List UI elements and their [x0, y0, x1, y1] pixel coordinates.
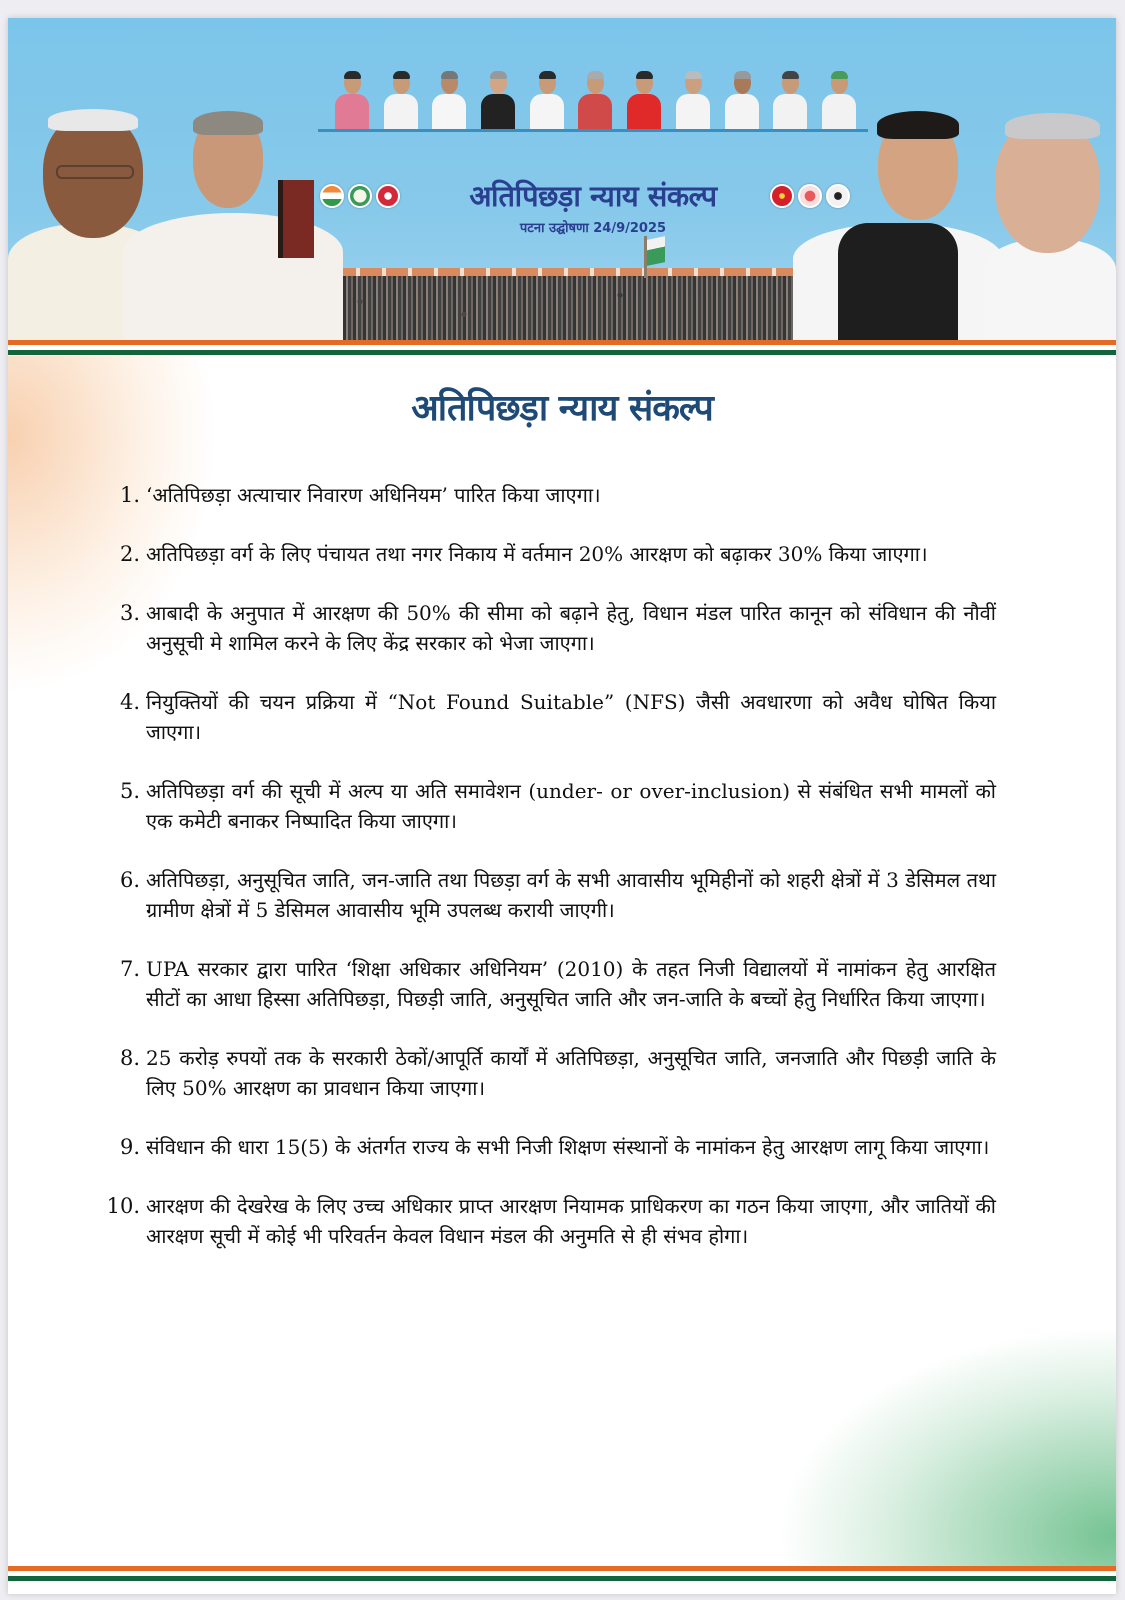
leader-photo — [723, 72, 761, 130]
point-number: 9. — [119, 1135, 140, 1159]
leader-photo — [382, 72, 420, 130]
resolution-point — [96, 865, 996, 925]
point-number: 6. — [119, 868, 140, 892]
leader-portrait-4 — [983, 113, 1116, 340]
tricolor-stripes-top — [8, 340, 1116, 355]
strip-divider — [318, 129, 868, 132]
point-text: अतिपिछड़ा वर्ग की सूची में अल्प या अति समावेशन (under- or over-inclusion) से संबंधित सभी मामलों को एक कमेटी बनाकर निष्पादित किया जाएगा। — [146, 779, 996, 833]
resolution-point — [96, 1043, 996, 1103]
crowd-photo — [308, 276, 828, 340]
point-text: आरक्षण की देखरेख के लिए उच्च अधिकार प्राप्त आरक्षण नियामक प्राधिकरण का गठन किया जाएगा, और जातियों की आरक्षण सूची में कोई भी परिवर्तन केवल विधान मंडल की अनुमति से ही संभव होगा। — [146, 1194, 996, 1248]
resolution-point — [96, 539, 996, 569]
point-text: UPA सरकार द्वारा पारित ‘शिक्षा अधिकार अधिनियम’ (2010) के तहत निजी विद्यालयों में नामांकन हेतु आरक्षित सीटों का आधा हिस्सा अतिपिछड़ा, पिछड़ी जाति, अनुसूचित जाति और जन-जाति के बच्चों हेतु निर्धारित किया जाएगा। — [146, 957, 996, 1011]
resolution-point — [96, 776, 996, 836]
resolution-points-list — [96, 480, 996, 1251]
resolution-point — [96, 480, 996, 510]
leader-portrait-2 — [123, 113, 353, 340]
banner-subtitle: पटना उद्घोषणा 24/9/2025 — [519, 221, 667, 236]
point-number: 4. — [119, 690, 140, 714]
green-stripe — [8, 350, 1116, 355]
leader-portrait-3 — [793, 113, 1008, 340]
point-text: अतिपिछड़ा, अनुसूचित जाति, जन-जाति तथा पिछड़ा वर्ग के सभी आवासीय भूमिहीनों को शहरी क्षेत्रों में 3 डेसिमल तथा ग्रामीण क्षेत्रों में 5 डेसिमल आवासीय भूमि उपलब्ध करायी जाएगी। — [146, 868, 996, 922]
point-text: अतिपिछड़ा वर्ग के लिए पंचायत तथा नगर निकाय में वर्तमान 20% आरक्षण को बढ़ाकर 30% किया जाएगा। — [146, 542, 928, 566]
point-number: 8. — [119, 1046, 140, 1070]
leader-photo — [674, 72, 712, 130]
tricolor-stripes-bottom — [8, 1566, 1116, 1581]
point-text: संविधान की धारा 15(5) के अंतर्गत राज्य के सभी निजी शिक्षण संस्थानों के नामांकन हेतु आरक्षण लागू किया जाएगा। — [146, 1135, 990, 1159]
point-text: ‘अतिपिछड़ा अत्याचार निवारण अधिनियम’ पारित किया जाएगा। — [146, 483, 601, 507]
resolution-point — [96, 1132, 996, 1162]
leader-photo — [576, 72, 614, 130]
resolution-point — [96, 1191, 996, 1251]
point-number: 1. — [119, 483, 140, 507]
point-text: नियुक्तियों की चयन प्रक्रिया में “Not Found Suitable” (NFS) जैसी अवधारणा को अवैध घोषित किया जाएगा। — [146, 690, 996, 744]
flag-icon — [647, 236, 665, 266]
leader-photo — [625, 72, 663, 130]
header-banner — [8, 18, 1116, 340]
point-number: 5. — [119, 779, 140, 803]
leader-photo — [528, 72, 566, 130]
point-number: 7. — [119, 957, 140, 981]
green-stripe — [8, 1576, 1116, 1581]
red-party-logo-icon — [376, 184, 400, 208]
point-number: 10. — [106, 1194, 140, 1218]
hammer-sickle-logo-icon — [770, 184, 794, 208]
point-number: 3. — [119, 601, 140, 625]
point-text: 25 करोड़ रुपयों तक के सरकारी ठेकों/आपूर्ति कार्यों में अतिपिछड़ा, अनुसूचित जाति, जनजाति और पिछड़ी जाति के लिए 50% आरक्षण का प्रावधान किया जाएगा। — [146, 1046, 996, 1100]
leaders-photo-strip — [323, 48, 868, 130]
point-number: 2. — [119, 542, 140, 566]
resolution-point — [96, 598, 996, 658]
banner-title: अतिपिछड़ा न्याय संकल्प — [469, 179, 717, 213]
leader-photo — [479, 72, 517, 130]
leader-photo — [430, 72, 468, 130]
resolution-point — [96, 687, 996, 747]
constitution-book-icon — [278, 180, 314, 258]
document-title: अतिपिछड़ा न्याय संकल्प — [411, 388, 713, 429]
point-text: आबादी के अनुपात में आरक्षण की 50% की सीमा को बढ़ाने हेतु, विधान मंडल पारित कानून को संविधान की नौवीं अनुसूची मे शामिल करने के लिए केंद्र सरकार को भेजा जाएगा। — [146, 601, 996, 655]
resolution-point — [96, 954, 996, 1014]
